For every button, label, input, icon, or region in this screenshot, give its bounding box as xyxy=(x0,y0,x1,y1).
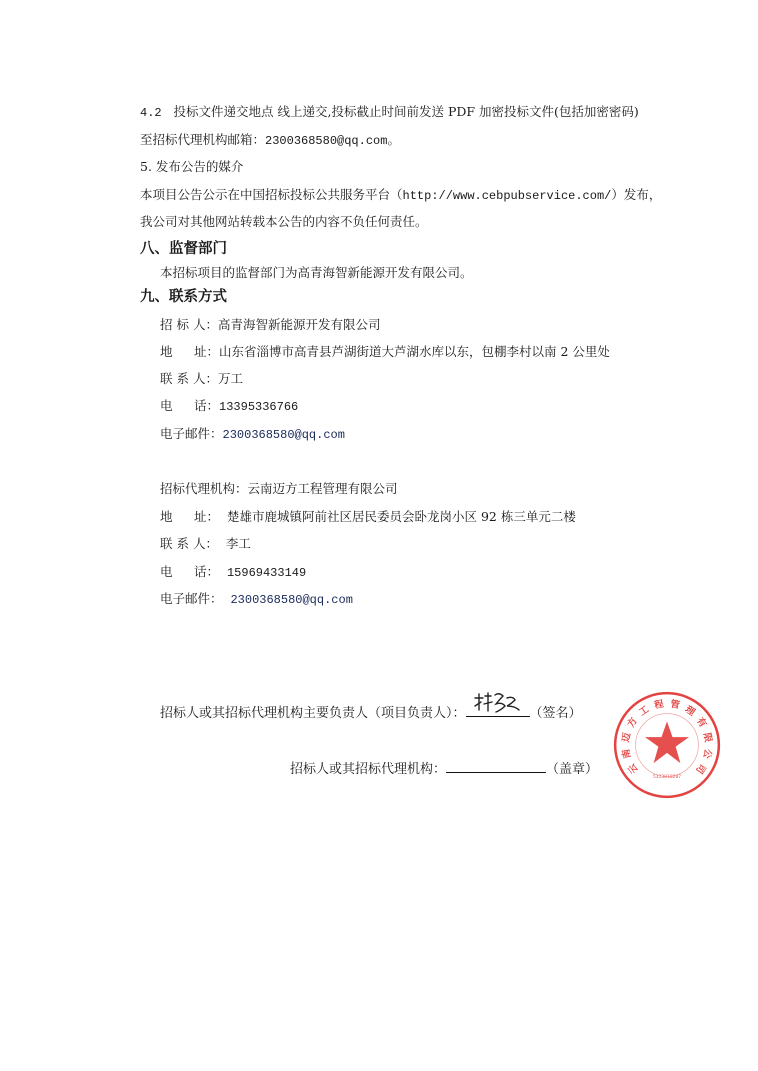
agency-email-label: 至招标代理机构邮箱： xyxy=(140,132,266,147)
section-number: 4.2 xyxy=(140,106,162,120)
section-8-heading: 八、监督部门 xyxy=(140,241,227,257)
seal-character: 有 xyxy=(694,715,709,730)
seal-character: 公 xyxy=(700,747,714,760)
seal-character: 限 xyxy=(700,731,714,744)
contact-label: 联 系 人： xyxy=(160,536,218,551)
signature-blank xyxy=(466,700,530,717)
address-label-char-1: 地 xyxy=(160,509,173,524)
email-label: 电子邮件： xyxy=(160,591,223,606)
seal-star-icon xyxy=(645,721,689,763)
publish-platform-text: 本项目公告公示在中国招标投标公共服务平台（ xyxy=(140,187,403,202)
address-label-char-2: 址： xyxy=(194,344,220,359)
address-label-char-2: 址： xyxy=(194,509,220,524)
official-seal xyxy=(612,690,722,800)
publish-suffix: ）发布， xyxy=(611,187,662,202)
period: 。 xyxy=(387,132,400,147)
agency-email-row xyxy=(160,591,353,608)
tenderer-email-row xyxy=(160,426,345,443)
agency-name: 云南迈方工程管理有限公司 xyxy=(247,481,398,496)
seal-text-ring xyxy=(619,698,714,776)
platform-url: http://www.cebpubservice.com/ xyxy=(402,189,612,203)
phone-label-char-1: 电 xyxy=(160,564,173,579)
tenderer-contact-row xyxy=(160,371,243,387)
seal-character: 理 xyxy=(682,703,697,719)
sign-suffix: （签名） xyxy=(529,706,582,721)
tenderer-name-row xyxy=(160,317,380,333)
seal-suffix: （盖章） xyxy=(546,762,599,777)
seal-code: 5323010207 xyxy=(652,775,682,780)
tenderer-phone-row xyxy=(160,398,298,415)
responsible-signature-row xyxy=(160,700,582,723)
section-9-heading: 九、联系方式 xyxy=(140,289,227,305)
section-5-title: 5. 发布公告的媒介 xyxy=(140,159,244,174)
section-8-body: 本招标项目的监督部门为高青海智新能源开发有限公司。 xyxy=(160,265,473,280)
seal-character: 程 xyxy=(653,698,665,712)
phone-label-char-2: 话： xyxy=(194,564,220,579)
agency-address-row xyxy=(160,509,576,525)
responsible-label: 招标人或其招标代理机构主要负责人（项目负责人）： xyxy=(160,706,466,721)
agency-contact: 李工 xyxy=(225,536,251,551)
tenderer-label: 招 标 人： xyxy=(160,317,218,332)
section-5-line-1 xyxy=(140,187,661,204)
seal-character: 迈 xyxy=(620,731,634,744)
agency-phone-row xyxy=(160,564,306,581)
agency-phone: 15969433149 xyxy=(226,566,307,580)
section-4-2-line-2 xyxy=(140,132,400,149)
section-5-line-2: 我公司对其他网站转载本公告的内容不负任何责任。 xyxy=(140,214,428,229)
agency-email: 2300368580@qq.com xyxy=(265,134,388,148)
contact-label: 联 系 人： xyxy=(160,371,218,386)
tenderer-email: 2300368580@qq.com xyxy=(222,428,345,442)
agency-contact-row xyxy=(160,536,251,552)
seal-character: 管 xyxy=(669,698,681,712)
email-label: 电子邮件： xyxy=(160,426,223,441)
seal-character: 工 xyxy=(637,703,652,719)
phone-label-char-2: 话： xyxy=(194,398,220,413)
tenderer-phone: 13395336766 xyxy=(219,400,299,414)
tenderer-name: 高青海智新能源开发有限公司 xyxy=(217,317,381,332)
agency-address: 楚雄市鹿城镇阿前社区居民委员会卧龙岗小区 92 栋三单元二楼 xyxy=(226,509,576,524)
address-label-char-1: 地 xyxy=(160,344,173,359)
tenderer-address-row xyxy=(160,344,610,360)
section-4-2-line-1 xyxy=(140,104,639,121)
seal-character: 南 xyxy=(620,747,634,760)
agency-label: 招标代理机构： xyxy=(160,481,248,496)
submission-location-text: 投标文件递交地点 线上递交,投标截止时间前发送 PDF 加密投标文件(包括加密密码) xyxy=(173,104,639,119)
agency-seal-label: 招标人或其招标代理机构： xyxy=(290,762,447,777)
agency-email: 2300368580@qq.com xyxy=(230,593,353,607)
tenderer-contact: 万工 xyxy=(217,371,243,386)
agency-seal-row xyxy=(290,756,598,779)
seal-character: 方 xyxy=(625,715,640,730)
seal-character: 云 xyxy=(626,761,641,776)
phone-label-char-1: 电 xyxy=(160,398,173,413)
agency-name-row xyxy=(160,481,398,497)
seal-blank xyxy=(446,756,546,773)
seal-character: 司 xyxy=(693,761,708,776)
tenderer-address: 山东省淄博市高青县芦湖街道大芦湖水库以东，包棚李村以南 2 公里处 xyxy=(219,344,610,359)
handwritten-signature xyxy=(470,690,526,714)
